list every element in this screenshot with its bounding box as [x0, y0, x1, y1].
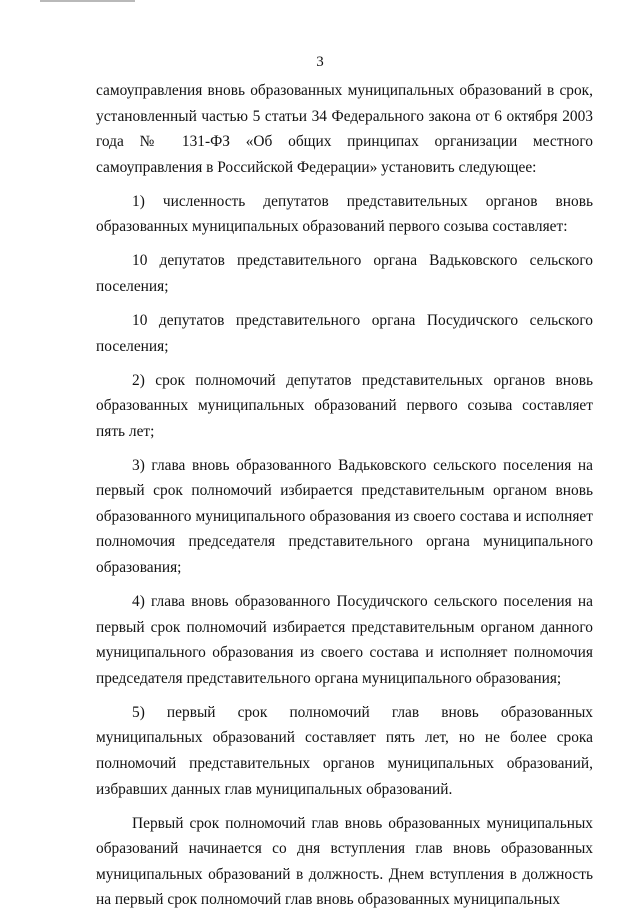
- paragraph-first-term: Первый срок полномочий глав вновь образованных муниципальных образований начинается со дня вступления глав вновь образованных муниципальных образований в должность. Днем вступления в должность на первый срок полномочий глав вновь образованных муниципальных: [96, 814, 593, 909]
- paragraph-item-1: 1) численность депутатов представительных органов вновь образованных муниципальных образований первого созыва составляет:: [96, 192, 593, 236]
- paragraph-item-3: 3) глава вновь образованного Вадьковского сельского поселения на первый срок полномочий избирается представительным органом вновь образованного муниципального образования из своего состава и исполняет полномочия председателя представительного органа муниципального образования;: [96, 456, 593, 577]
- page-number: 3: [316, 54, 324, 70]
- paragraph-item-5: 5) первый срок полномочий глав вновь образованных муниципальных образований составляет пять лет, но не более срока полномочий представительных органов муниципальных образований, избравших данных глав муниципальных образований.: [96, 703, 593, 798]
- document-body: [96, 78, 593, 913]
- paragraph-posudichskoe: 10 депутатов представительного органа Посудичского сельского поселения;: [96, 311, 593, 355]
- paragraph-vadkovskoe: 10 депутатов представительного органа Вадьковского сельского поселения;: [96, 252, 593, 295]
- scan-edge-mark: [40, 0, 135, 5]
- paragraph-continuation: самоуправления вновь образованных муниципальных образований в срок, установленный частью 5 статьи 34 Федерального закона от 6 октября 2003 года № 131-ФЗ «Об общих принципах организации местного самоуправления в Российской Федерации» установить следующее:: [96, 82, 593, 176]
- paragraph-item-4: 4) глава вновь образованного Посудичского сельского поселения на первый срок полномочий избирается представительным органом данного муниципального образования из своего состава и исполняет полномочия председателя представительного органа муниципального образования;: [96, 593, 593, 687]
- paragraph-item-2: 2) срок полномочий депутатов представительных органов вновь образованных муниципальных образований первого созыва составляет пять лет;: [96, 371, 593, 440]
